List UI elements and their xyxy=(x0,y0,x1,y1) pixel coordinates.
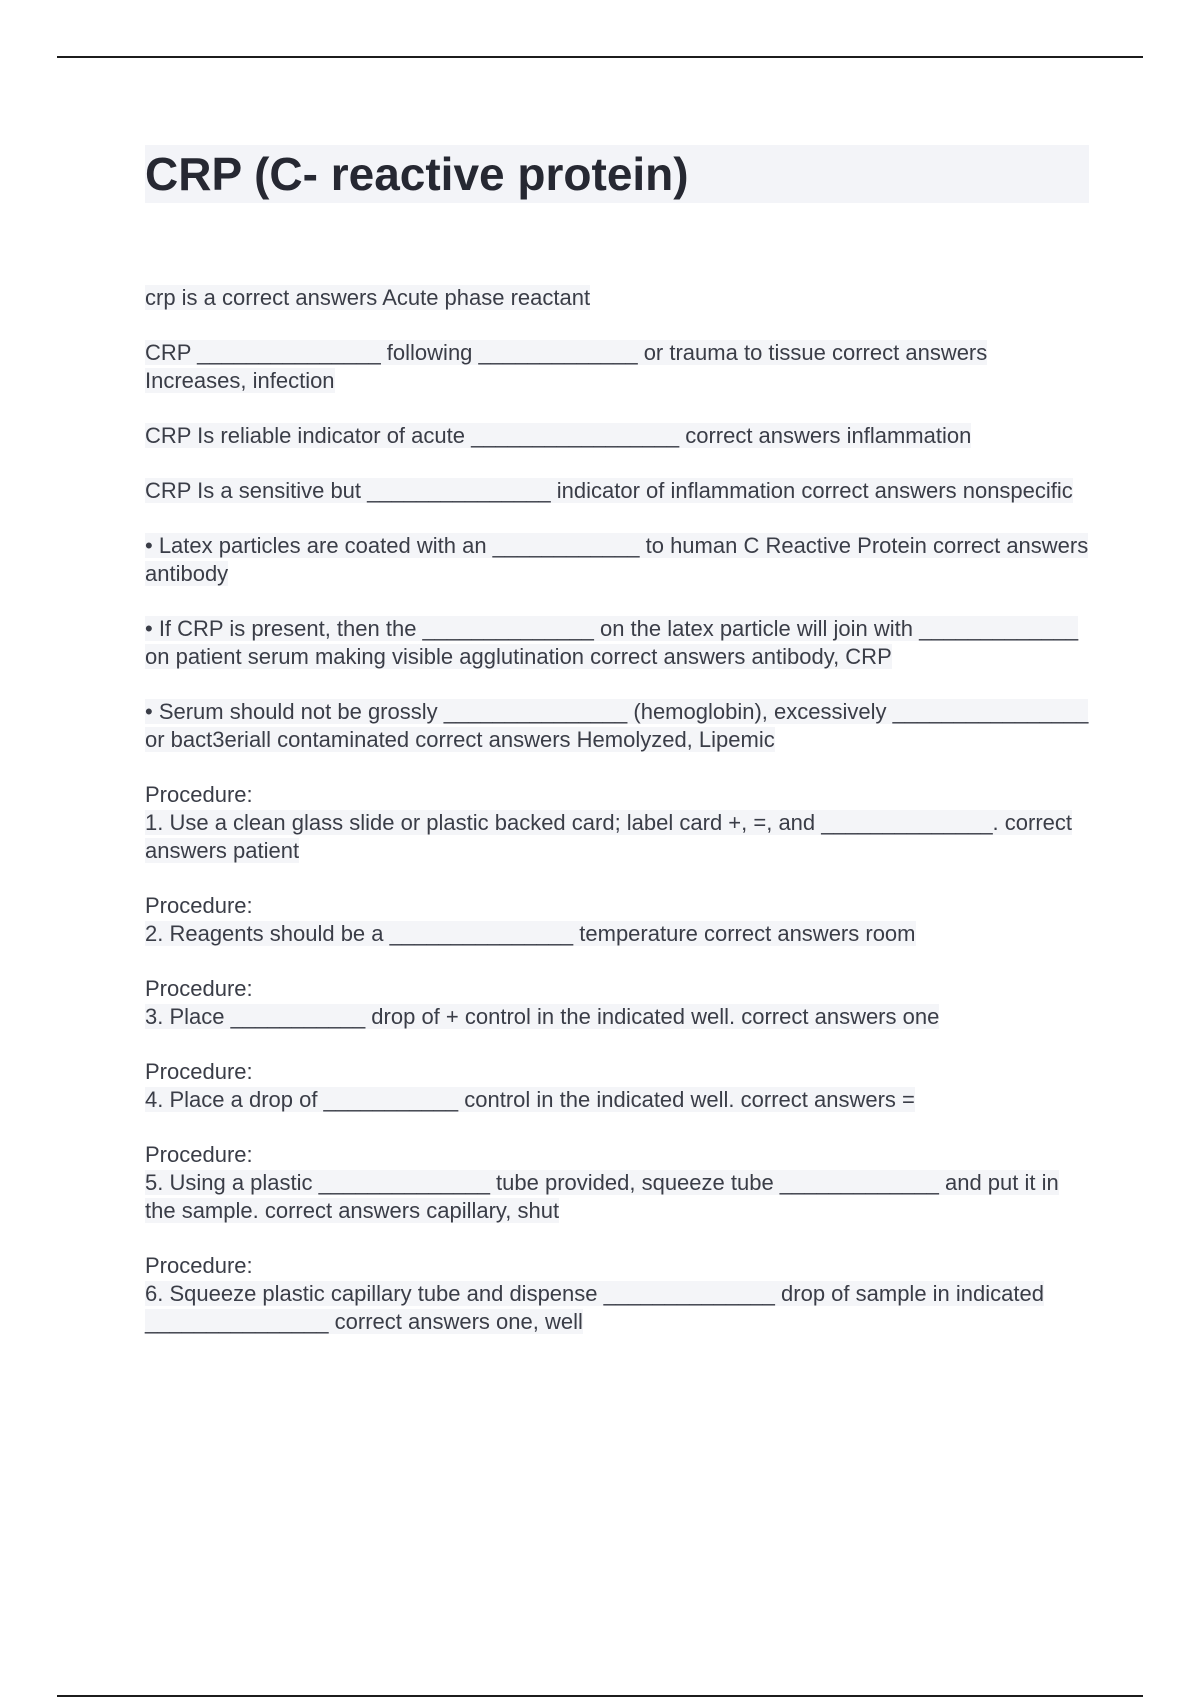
qa-item xyxy=(145,339,1090,395)
qa-item xyxy=(145,781,1090,865)
qa-text: CRP Is a sensitive but _______________ indicator of inflammation correct answers nonspecific xyxy=(145,478,1073,503)
flashcard-list xyxy=(145,284,1090,1363)
page-title: CRP (C- reactive protein) xyxy=(145,148,689,200)
qa-item xyxy=(145,284,1090,312)
qa-text: 1. Use a clean glass slide or plastic backed card; label card +, =, and ______________. correct answers patient xyxy=(145,810,1073,863)
procedure-label: Procedure: xyxy=(145,782,253,807)
qa-text: 3. Place ___________ drop of + control in the indicated well. correct answers one xyxy=(145,1004,940,1029)
qa-item xyxy=(145,975,1090,1031)
procedure-label: Procedure: xyxy=(145,1253,253,1278)
qa-item xyxy=(145,615,1090,671)
qa-text: CRP _______________ following _____________ or trauma to tissue correct answers Increases, infection xyxy=(145,340,988,393)
procedure-label: Procedure: xyxy=(145,1059,253,1084)
qa-item xyxy=(145,532,1090,588)
top-rule xyxy=(57,56,1143,58)
qa-text: 4. Place a drop of ___________ control in the indicated well. correct answers = xyxy=(145,1087,915,1112)
bottom-rule xyxy=(57,1695,1143,1697)
qa-text: 6. Squeeze plastic capillary tube and dispense ______________ drop of sample in indicated _______________ correct answers one, well xyxy=(145,1281,1044,1334)
qa-text: crp is a correct answers Acute phase reactant xyxy=(145,285,591,310)
qa-item xyxy=(145,892,1090,948)
qa-text: • If CRP is present, then the ______________ on the latex particle will join with _____________ on patient serum making visible agglutination correct answers antibody, CRP xyxy=(145,616,1079,669)
procedure-label: Procedure: xyxy=(145,976,253,1001)
qa-text: • Latex particles are coated with an ____________ to human C Reactive Protein correct answers antibody xyxy=(145,533,1089,586)
qa-item xyxy=(145,422,1090,450)
qa-item xyxy=(145,1252,1090,1336)
qa-item xyxy=(145,477,1090,505)
qa-text: • Serum should not be grossly _______________ (hemoglobin), excessively ________________ or bact3eriall contaminated correct answers Hemolyzed, Lipemic xyxy=(145,699,1089,752)
qa-text: 5. Using a plastic ______________ tube provided, squeeze tube _____________ and put it in the sample. correct answers capillary, shut xyxy=(145,1170,1059,1223)
qa-item xyxy=(145,698,1090,754)
procedure-label: Procedure: xyxy=(145,1142,253,1167)
qa-text: 2. Reagents should be a _______________ temperature correct answers room xyxy=(145,921,916,946)
qa-item xyxy=(145,1141,1090,1225)
qa-item xyxy=(145,1058,1090,1114)
procedure-label: Procedure: xyxy=(145,893,253,918)
qa-text: CRP Is reliable indicator of acute _________________ correct answers inflammation xyxy=(145,423,972,448)
